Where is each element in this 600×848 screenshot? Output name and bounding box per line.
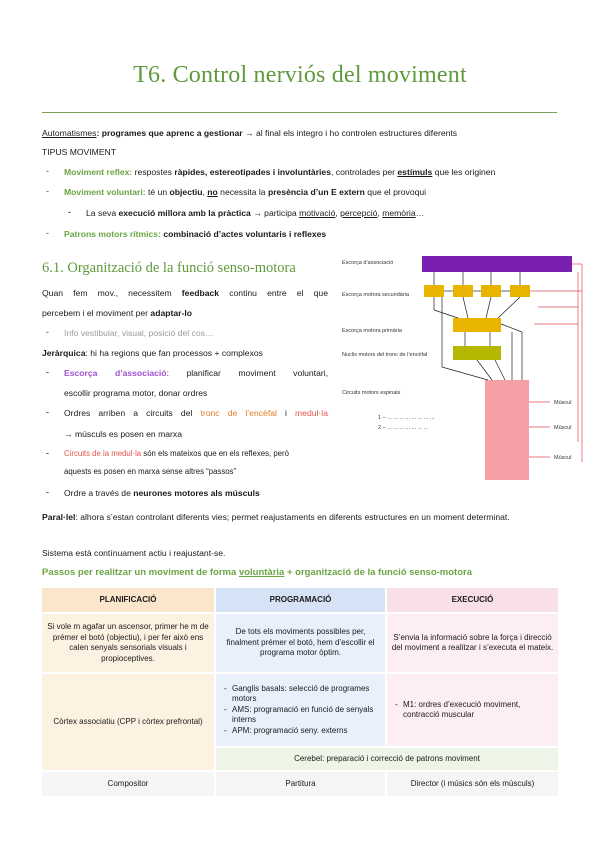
automatismes-bold-2: que aprenc a gestionar [146, 128, 243, 138]
ordre-text: Ordre a través de [64, 488, 134, 498]
footer-director: Director (i músics són els músculs) [386, 771, 559, 797]
sub-memoria: memòria [382, 208, 416, 218]
list-item: - APM: programació seny. externs [232, 726, 381, 737]
list-item: - Ganglis basals: selecció de programes motors [232, 684, 381, 705]
ordre-line [64, 487, 260, 499]
passos-text-2: + organització de la funció senso-motora [284, 567, 473, 578]
reflex-label: Moviment reflex: [64, 167, 133, 177]
title-divider [42, 112, 557, 113]
passos-heading [42, 567, 472, 579]
execucio-line [86, 207, 424, 219]
cerebel-cell: Cerebel: preparació i correcció de patrons moviment [215, 747, 559, 771]
p1-feedback: feedback [181, 288, 220, 298]
jerarquica-line [42, 347, 263, 359]
primary-motor-box [453, 318, 501, 332]
patrons-line [64, 228, 326, 240]
sub-percepcio: percepció [340, 208, 378, 218]
escorca-line [64, 367, 328, 379]
patrons-text: combinació d’actes voluntaris i reflexes [160, 229, 327, 239]
reflex-text: respostes [132, 167, 175, 177]
circuits-label: Circuits de la medul·la [64, 449, 142, 458]
escorca-label: Escorça d’associació [64, 368, 167, 378]
reflex-text-2: , controlades per [331, 167, 398, 177]
escorca-line-2: escollir programa motor, donar ordres [64, 388, 208, 398]
automatismes-text: → al final els integro i ho controlen estructures diferents [242, 128, 458, 138]
voluntari-text-3: que el provoqui [364, 187, 427, 197]
muscle-label: Múscul [554, 425, 572, 431]
voluntari-bold: presència d’un E extern [267, 187, 365, 197]
sub-bold: execució millora amb la pràctica [118, 208, 251, 218]
execucio-structures [386, 673, 559, 747]
diagram-label: Escorça motora secundària [342, 292, 409, 298]
bullet-dash: - [46, 487, 49, 497]
voluntari-text: té un [145, 187, 170, 197]
bullet-dash: - [46, 186, 49, 196]
bullet-dash: - [46, 407, 49, 417]
sub-comma: , [335, 208, 341, 218]
voluntari-objectiu: objectiu [169, 187, 203, 197]
circuits-line [64, 448, 289, 460]
p2-adaptar: adaptar-lo [150, 308, 192, 318]
ordres-medulla: medul·la [295, 408, 328, 418]
ordres-line-2: → músculs es posen en marxa [64, 429, 182, 439]
secondary-motor-box [453, 285, 473, 297]
bullet-dash: - [68, 207, 71, 217]
passos-voluntaria: voluntària [238, 567, 285, 578]
p1-line [42, 287, 328, 299]
circuits-text: són els mateixos que en els reflexes, però [141, 449, 289, 458]
voluntari-label: Moviment voluntari: [64, 187, 146, 197]
diagram-label: 1 – ... ... ... ... ... ... ... ... [378, 415, 435, 421]
diagram-label: Escorça motora primària [342, 328, 402, 334]
footer-compositor: Compositor [41, 771, 215, 797]
header-execucio: EXECUCIÓ [386, 587, 559, 613]
sub-text: La seva [86, 208, 119, 218]
association-cortex-box [422, 256, 572, 272]
passos-text: Passos per realitzar un moviment de forma [42, 567, 239, 578]
list-item: - M1: ordres d’execució moviment, contracció muscular [403, 700, 554, 721]
sub-ellipsis: … [415, 208, 425, 218]
reflex-bold: ràpides, estereotipades i involuntàries [174, 167, 331, 177]
sub-comma-2: , [377, 208, 383, 218]
sub-motivacio: motivació [299, 208, 336, 218]
bullet-dash: - [46, 367, 49, 377]
steps-table [40, 586, 560, 798]
execucio-example: S’envia la informació sobre la força i direcció del moviment a realitzar i s’executa el mateix. [386, 613, 559, 673]
planificacio-structures: Còrtex associatiu (CPP i còrtex prefrontal) [41, 673, 215, 771]
jerarquica-text: : hi ha regions que fan processos + complexos [85, 348, 263, 358]
diagram-label: Nuclis motors del tronc de l’encèfal [342, 352, 428, 358]
bullet-dash: - [46, 448, 49, 458]
programacio-structures [215, 673, 386, 747]
info-line: Info vestibular, visual, posició del cos… [64, 328, 214, 338]
jerarquica-word: Jeràrquica [42, 348, 86, 358]
list-item: - AMS: programació en funció de senyals interns [232, 705, 381, 726]
secondary-motor-box [510, 285, 530, 297]
voluntari-no: no [207, 187, 218, 197]
muscle-label: Múscul [554, 400, 572, 406]
parallel-paragraph [42, 507, 557, 527]
automatismes-bold: : programes [96, 128, 147, 138]
spinal-circuits-box [485, 380, 529, 480]
header-planificacio: PLANIFICACIÓ [41, 587, 215, 613]
p1-text: Quan fem mov., necessitem [42, 288, 182, 298]
ordres-line [64, 407, 328, 419]
header-programacio: PROGRAMACIÓ [215, 587, 386, 613]
sub-text-2: → participa [250, 208, 300, 218]
patrons-label: Patrons motors rítmics: [64, 229, 161, 239]
secondary-motor-box [481, 285, 501, 297]
reflex-estimuls: estímuls [397, 167, 433, 177]
reflex-line [64, 166, 495, 178]
bullet-dash: - [46, 228, 49, 238]
tipus-moviment: TIPUS MOVIMENT [42, 147, 117, 157]
voluntari-comma: , [202, 187, 208, 197]
muscle-label: Múscul [554, 455, 572, 461]
p2-line [42, 307, 192, 319]
bullet-dash: - [46, 327, 49, 337]
sistema-line: Sistema està contínuament actiu i reajustant-se. [42, 548, 226, 558]
secondary-motor-box [424, 285, 444, 297]
programacio-example: De tots els moviments possibles per, finalment prémer el botó, hem d’escollir el programa motor òptim. [215, 613, 386, 673]
diagram-label: 2 – ... ... ... ... ... ... ... [378, 425, 429, 431]
automatismes-word: Automatismes [42, 128, 97, 138]
circuits-line-2: aquests es posen en marxa sense altres “passos” [64, 467, 237, 476]
p1-text-2: continu entre el que [219, 288, 328, 298]
sensorimotor-diagram [340, 252, 600, 482]
diagram-label: Circuits motors espinals [342, 390, 401, 396]
voluntari-line [64, 186, 426, 198]
ordres-tronc: tronc de l’encèfal [200, 408, 277, 418]
parallel-word: Paral·lel [42, 512, 76, 522]
section-heading: 6.1. Organització de la funció senso-motora [42, 260, 296, 276]
escorca-text: : planificar moviment voluntari, [166, 368, 329, 378]
voluntari-text-2: necessita la [217, 187, 268, 197]
ordres-i: i [276, 408, 296, 418]
bullet-dash: - [46, 166, 49, 176]
brainstem-box [453, 346, 501, 360]
diagram-label: Escorça d’associació [342, 260, 394, 266]
ordre-bold: neurones motores als músculs [133, 488, 260, 498]
footer-partitura: Partitura [215, 771, 386, 797]
automatismes-line [42, 127, 457, 139]
planificacio-example: Si vole m agafar un ascensor, primer he m de prémer el botó (objectiu), i per fer això ens calen senyals sensorials visuals i propioceptives. [41, 613, 215, 673]
parallel-text: : alhora s’estan controlant diferents vies; permet reajustaments en diferents estructures en un moment determinat. [75, 512, 510, 522]
reflex-text-3: que les originen [432, 167, 496, 177]
p2-text: percebem i el moviment per [42, 308, 151, 318]
ordres-text: Ordres arriben a circuits del [64, 408, 201, 418]
page-title: T6. Control nerviós del moviment [133, 62, 467, 88]
